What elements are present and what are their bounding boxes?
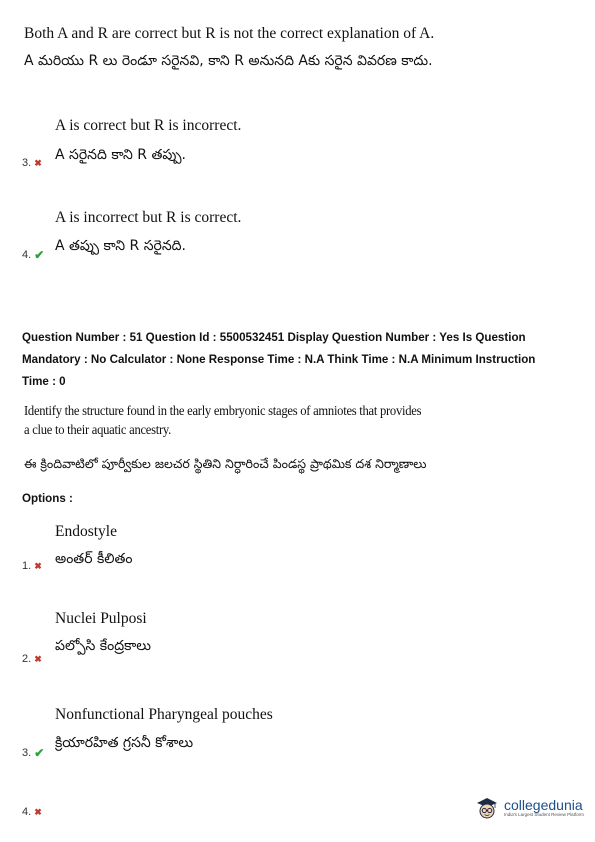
prev-option-4-number bbox=[22, 248, 44, 262]
prev-option-3-text-te: A సరైనది కాని R తప్పు. bbox=[55, 147, 187, 163]
options-label: Options : bbox=[22, 492, 73, 505]
prev-option-3-number bbox=[22, 157, 42, 169]
option-2-text-te: పల్పోసి కేంద్రకాలు bbox=[55, 638, 151, 654]
logo-text-block bbox=[504, 798, 584, 818]
option-2-text-en: Nuclei Pulposi bbox=[55, 610, 147, 627]
wrong-mark-icon: ✖ bbox=[34, 157, 42, 168]
question-meta bbox=[22, 327, 582, 393]
option-number-label: 2. bbox=[22, 653, 32, 665]
wrong-mark-icon: ✖ bbox=[34, 806, 42, 817]
question-text-en-line-1: Identify the structure found in the early embryonic stages of amniotes that provides bbox=[24, 404, 422, 419]
prev-option-4-text-te: A తప్పు కాని R సరైనది. bbox=[55, 238, 187, 254]
option-3-text-en: Nonfunctional Pharyngeal pouches bbox=[55, 706, 273, 723]
option-4-number bbox=[22, 806, 42, 818]
option-1-text-te: అంతర్ కీలితం bbox=[55, 551, 133, 567]
correct-check-icon: ✔ bbox=[34, 746, 45, 760]
prev-option-2-text-te: A మరియు R లు రెండూ సరైనవి, కాని R అనునది Aకు సరైన వివరణ కాదు. bbox=[24, 53, 433, 69]
question-text-te: ఈ క్రిందివాటిలో పూర్వీకుల జలచర స్థితిని నిర్ధారించే పిండస్థ ప్రాథమిక దశ నిర్మాణాలు bbox=[24, 456, 427, 471]
question-meta-line-1: Question Number : 51 Question Id : 5500532451 Display Question Number : Yes Is Question bbox=[22, 331, 526, 344]
question-meta-line-3: Time : 0 bbox=[22, 375, 66, 388]
option-number-label: 3. bbox=[22, 747, 32, 759]
option-number-label: 3. bbox=[22, 157, 32, 169]
option-number-label: 1. bbox=[22, 560, 32, 572]
question-text-en-line-2: a clue to their aquatic ancestry. bbox=[24, 423, 172, 438]
option-number-label: 4. bbox=[22, 806, 32, 818]
option-number-label: 4. bbox=[22, 249, 32, 261]
prev-option-3-text-en: A is correct but R is incorrect. bbox=[55, 117, 242, 134]
prev-option-2-text-en: Both A and R are correct but R is not the correct explanation of A. bbox=[24, 25, 435, 42]
question-meta-line-2: Mandatory : No Calculator : None Response Time : N.A Think Time : N.A Minimum Instruction bbox=[22, 353, 536, 366]
graduate-mascot-icon bbox=[474, 795, 500, 821]
collegedunia-logo bbox=[474, 795, 584, 821]
option-1-number bbox=[22, 560, 42, 572]
prev-option-4-text-en: A is incorrect but R is correct. bbox=[55, 209, 242, 226]
option-3-text-te: క్రియారహిత గ్రసనీ కోశాలు bbox=[55, 735, 194, 751]
logo-tagline: India's Largest Student Review Platform bbox=[504, 812, 584, 817]
logo-name: collegedunia bbox=[504, 797, 583, 813]
wrong-mark-icon: ✖ bbox=[34, 560, 42, 571]
option-1-text-en: Endostyle bbox=[55, 523, 117, 540]
wrong-mark-icon: ✖ bbox=[34, 653, 42, 664]
correct-check-icon: ✔ bbox=[34, 248, 45, 262]
option-3-number bbox=[22, 746, 44, 760]
option-2-number bbox=[22, 653, 42, 665]
